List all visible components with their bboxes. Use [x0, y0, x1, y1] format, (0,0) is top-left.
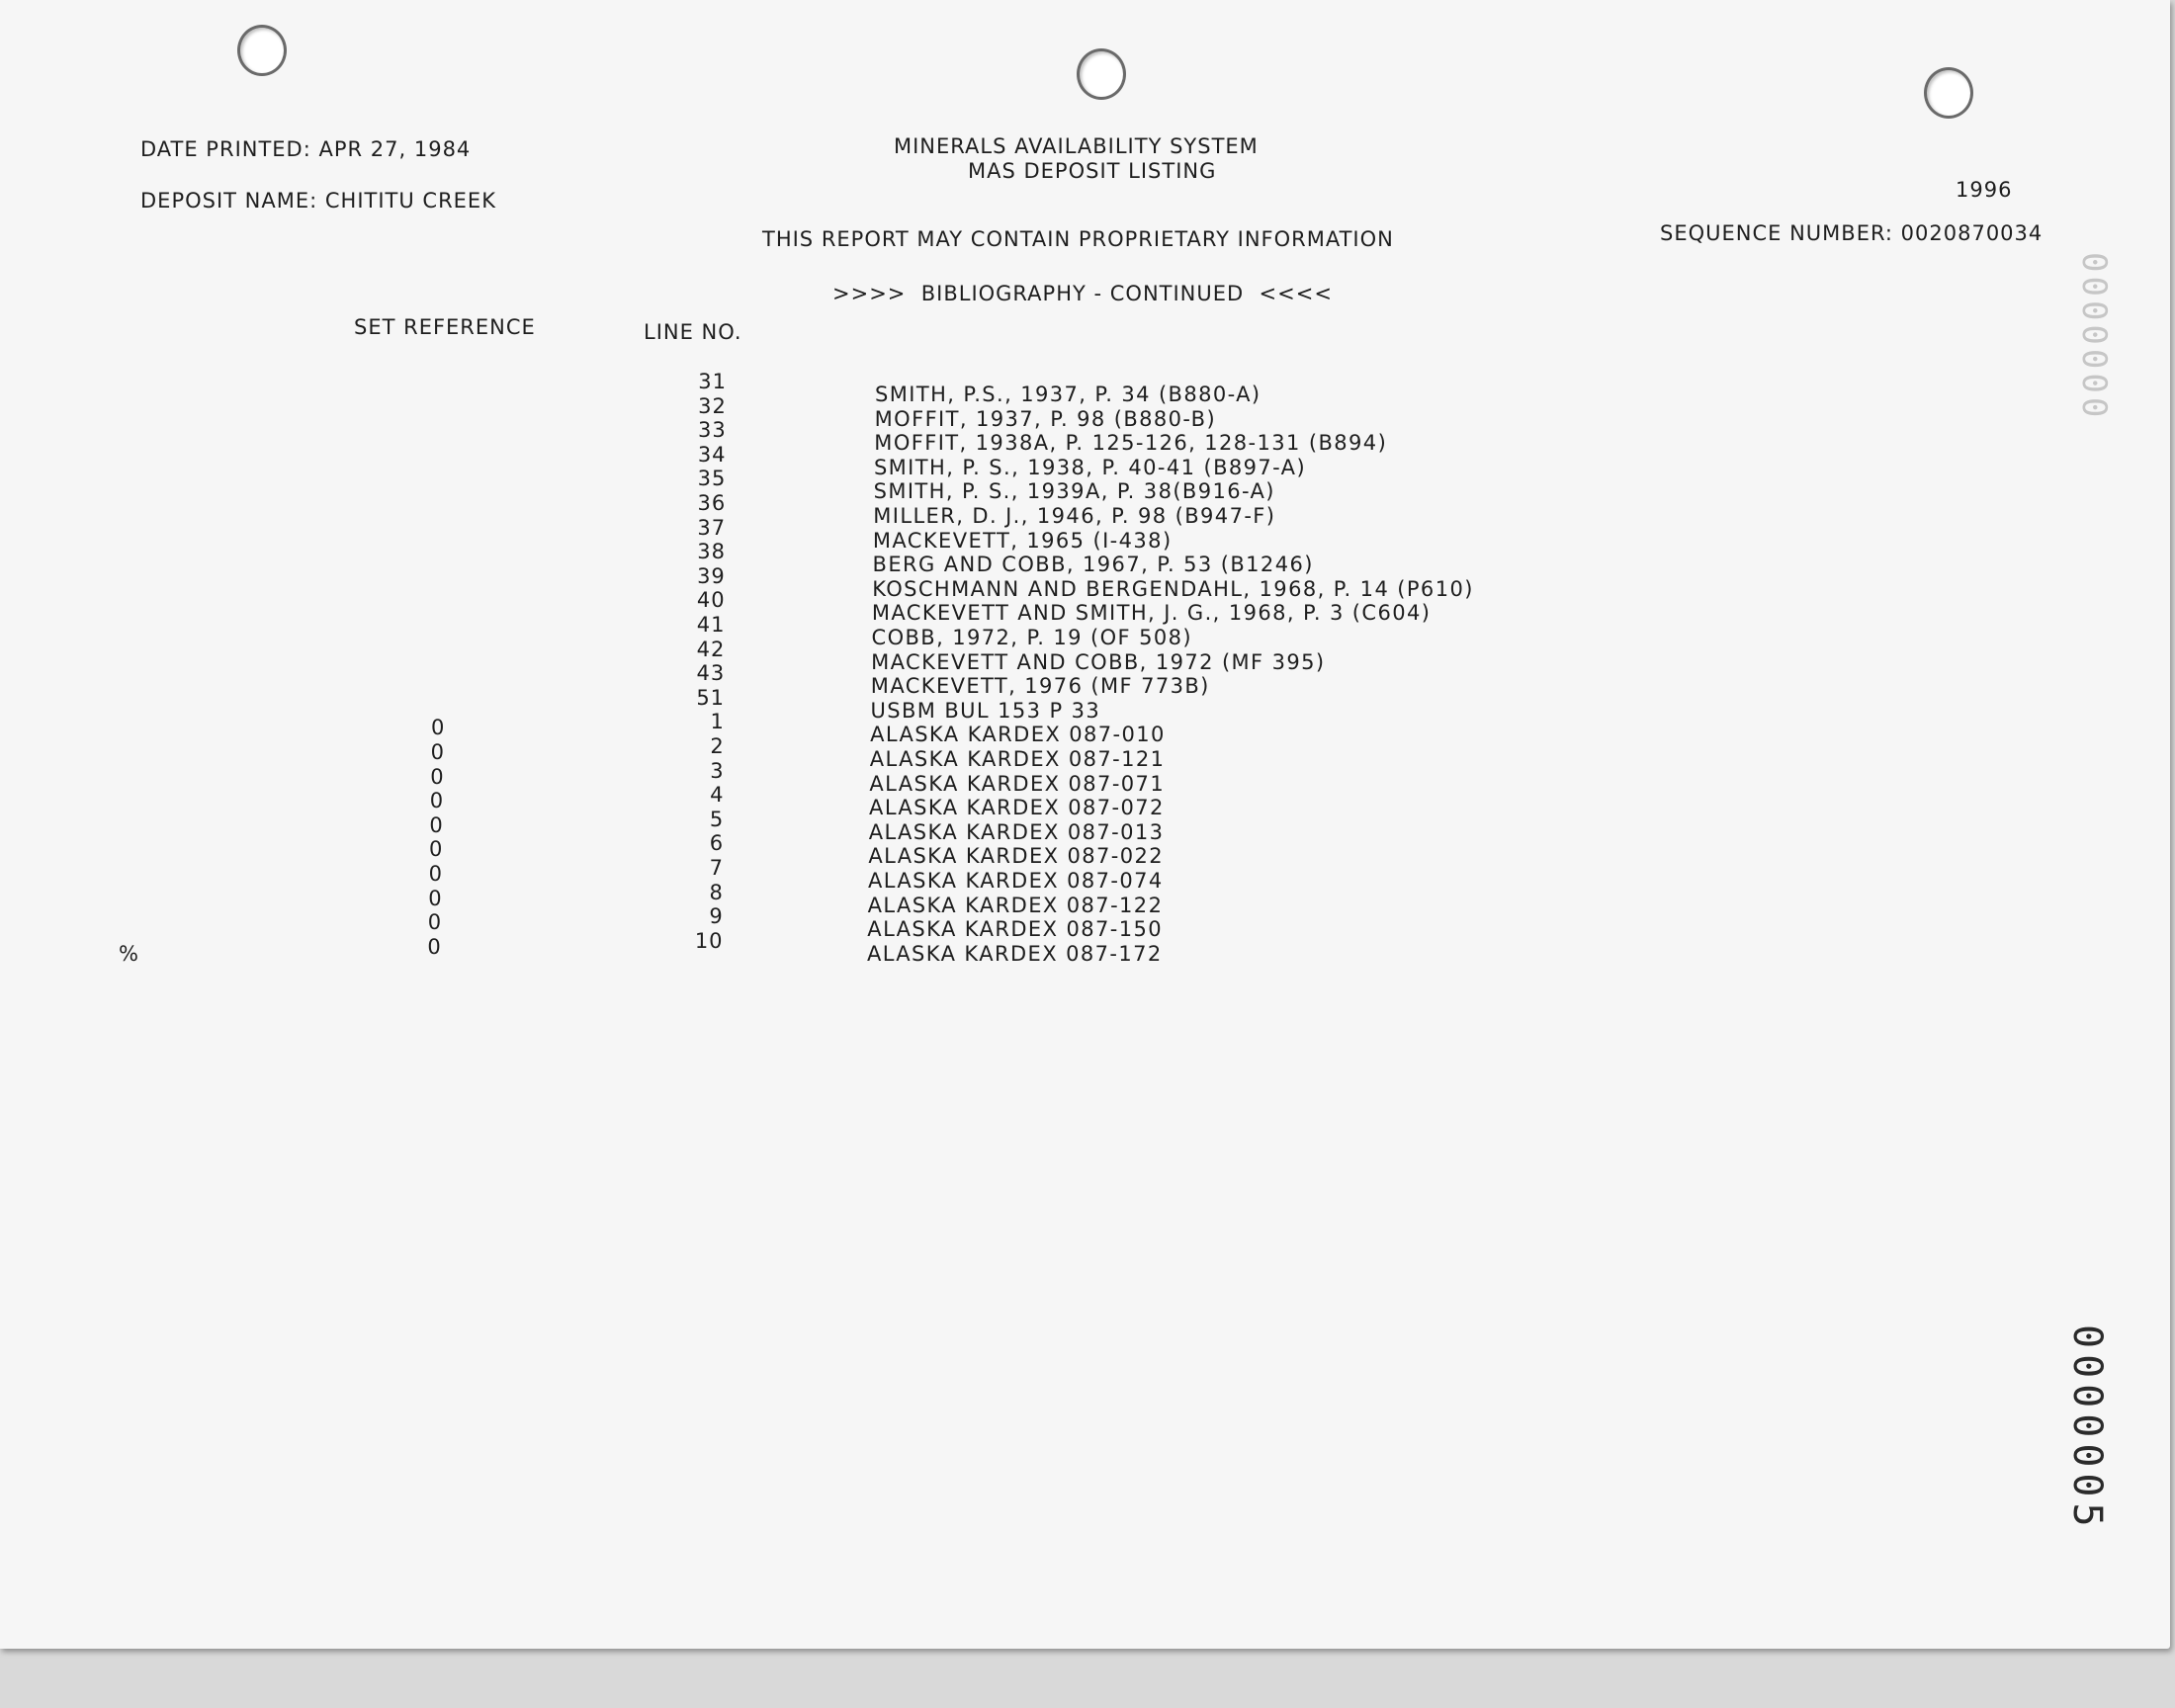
bibliography-entry: SMITH, P.S., 1937, P. 34 (B880-A) — [875, 383, 1262, 406]
bibliography-entry: ALASKA KARDEX 087-121 — [869, 747, 1166, 771]
line-number: 8 — [709, 880, 724, 904]
set-reference-value: 0 — [429, 812, 443, 837]
line-number: 40 — [696, 588, 726, 613]
line-number: 3 — [710, 758, 725, 783]
bibliography-entry: MACKEVETT, 1976 (MF 773B) — [870, 674, 1210, 699]
deposit-name: DEPOSIT NAME: CHITITU CREEK — [140, 189, 496, 213]
set-reference-value: 0 — [431, 716, 445, 740]
bibliography-entry: MACKEVETT, 1965 (I-438) — [872, 528, 1173, 553]
proprietary-notice: THIS REPORT MAY CONTAIN PROPRIETARY INFORMATION — [762, 227, 1394, 251]
binder-hole-center — [1077, 48, 1126, 100]
set-reference-header: SET REFERENCE — [354, 315, 536, 339]
bibliography-entry: KOSCHMANN AND BERGENDAHL, 1968, P. 14 (P610) — [872, 576, 1474, 601]
bibliography-entry: MOFFIT, 1937, P. 98 (B880-B) — [874, 406, 1217, 431]
line-number: 41 — [696, 613, 726, 637]
set-reference-value: 0 — [429, 789, 444, 813]
bibliography-entry: MACKEVETT AND COBB, 1972 (MF 395) — [871, 649, 1326, 674]
line-number: 38 — [697, 540, 726, 564]
line-number: 34 — [697, 442, 727, 467]
bibliography-entry: ALASKA KARDEX 087-150 — [867, 917, 1163, 942]
line-number: 33 — [697, 418, 727, 443]
set-reference-value: 0 — [427, 934, 441, 959]
bibliography-entry: BERG AND COBB, 1967, P. 53 (B1246) — [872, 553, 1314, 577]
system-title: MINERALS AVAILABILITY SYSTEM — [894, 134, 1259, 158]
binder-hole-left — [237, 25, 287, 76]
bibliography-entry: ALASKA KARDEX 087-172 — [866, 941, 1163, 966]
bibliography-entry: ALASKA KARDEX 087-010 — [870, 723, 1166, 747]
set-reference-value: 0 — [428, 886, 442, 910]
line-number: 43 — [696, 661, 726, 686]
line-number: 32 — [698, 393, 727, 418]
film-stamp: 0000005 — [2064, 1324, 2110, 1533]
line-number: 35 — [697, 467, 727, 491]
line-number: 6 — [709, 831, 725, 856]
set-reference-value: 0 — [429, 837, 443, 862]
sequence-number: SEQUENCE NUMBER: 0020870034 — [1660, 221, 2044, 245]
line-number: 39 — [697, 563, 726, 588]
set-reference-value: 0 — [428, 862, 442, 886]
line-number: 37 — [697, 515, 727, 540]
line-number: 31 — [698, 370, 727, 393]
line-number: 5 — [709, 807, 725, 831]
line-number: 42 — [696, 637, 726, 661]
section-title: >>>> BIBLIOGRAPHY - CONTINUED <<<< — [832, 282, 1333, 305]
set-reference-value: 0 — [430, 764, 444, 789]
set-reference-value: 0 — [427, 910, 442, 935]
date-printed: DATE PRINTED: APR 27, 1984 — [140, 137, 472, 161]
bibliography-entry: ALASKA KARDEX 087-072 — [869, 796, 1165, 820]
bibliography-entry: MOFFIT, 1938A, P. 125-126, 128-131 (B894) — [874, 431, 1388, 456]
set-reference-value: 0 — [430, 740, 444, 764]
bibliography-entry: ALASKA KARDEX 087-022 — [868, 844, 1165, 869]
bibliography-entry: MILLER, D. J., 1946, P. 98 (B947-F) — [873, 504, 1276, 528]
bibliography-entry: SMITH, P. S., 1938, P. 40-41 (B897-A) — [873, 455, 1307, 479]
line-number: 36 — [697, 491, 727, 515]
bibliography-entry: ALASKA KARDEX 087-013 — [868, 819, 1165, 844]
bibliography-entry: ALASKA KARDEX 087-122 — [867, 893, 1164, 917]
bibliography-entry: MACKEVETT AND SMITH, J. G., 1968, P. 3 (C604) — [871, 601, 1432, 626]
bibliography-entry: SMITH, P. S., 1939A, P. 38(B916-A) — [873, 479, 1275, 504]
bibliography-entry: COBB, 1972, P. 19 (OF 508) — [871, 626, 1192, 649]
line-number: 51 — [696, 685, 726, 710]
binder-hole-right — [1924, 67, 1973, 119]
line-number: 2 — [710, 734, 725, 758]
line-number: 10 — [694, 928, 724, 953]
line-number: 9 — [709, 904, 724, 929]
line-number: 4 — [710, 783, 725, 808]
listing-title: MAS DEPOSIT LISTING — [968, 159, 1217, 183]
page-number: 1996 — [1956, 178, 2013, 202]
line-number: 1 — [710, 710, 725, 734]
film-stamp-faint: 0000000 — [2074, 252, 2114, 422]
end-marker: % — [119, 942, 139, 966]
bibliography-entry: ALASKA KARDEX 087-074 — [868, 869, 1164, 893]
bibliography-entry: USBM BUL 153 P 33 — [870, 698, 1101, 723]
line-number: 7 — [709, 856, 724, 880]
line-no-header: LINE NO. — [644, 320, 742, 344]
bibliography-entry: ALASKA KARDEX 087-071 — [869, 771, 1166, 796]
